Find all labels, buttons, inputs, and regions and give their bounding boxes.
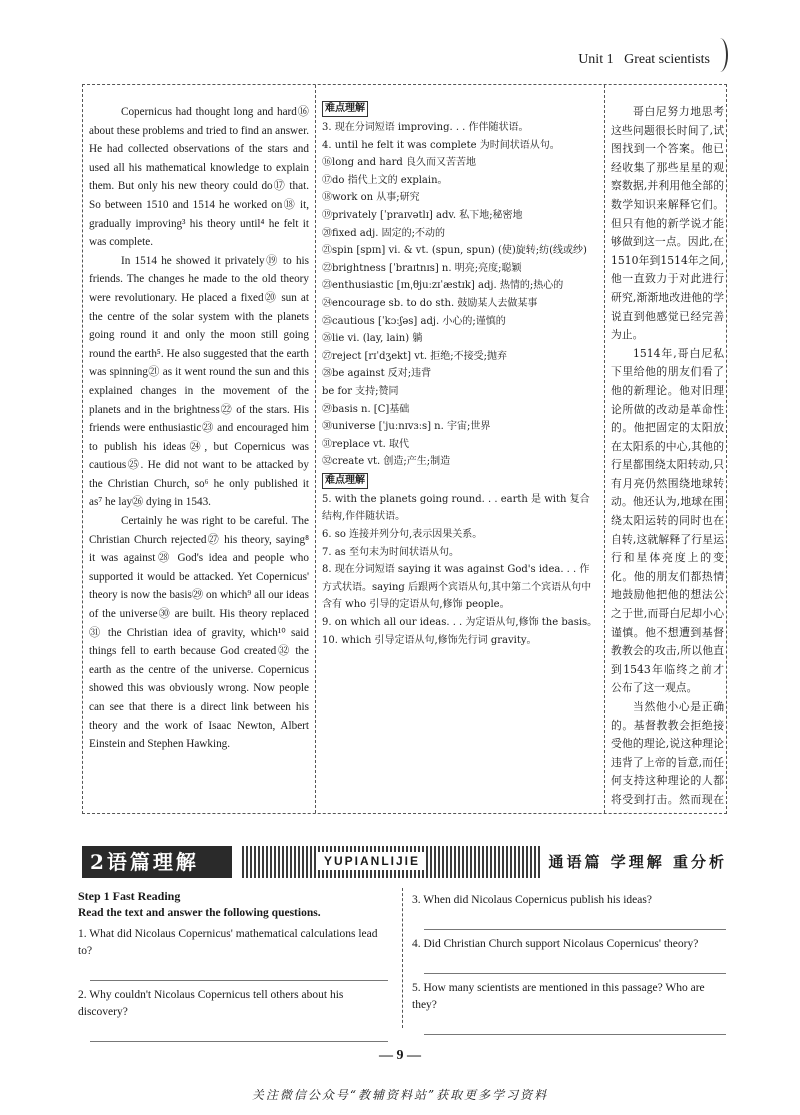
reading-passage-box [82,84,727,814]
answer-line-2[interactable] [90,1027,388,1042]
question-5: 5. How many scientists are mentioned in this passage? Who are they? [412,982,705,1011]
answer-line-3[interactable] [424,915,726,930]
header-bracket-decoration [712,38,728,72]
english-paragraph: In 1514 he showed it privately⑲ to his friends. The changes he made to the old theory were revolutionary. He placed a fixed⑳ sun at the centre of the solar system with the planets going round it and only the moon still going round the earth⁵. He also suggested that the earth was spinning㉑ as it went round the sun and this explained changes in the movement of the planets and in the brightness㉒ of the stars. His friends were enthusiastic㉓ and encouraged him to publish his ideas㉔, but Copernicus was cautious㉕. He did not want to be attacked by the Christian Church, so⁶ he only published it as⁷ he lay㉖ dying in 1543. [89,254,309,509]
questions-right [412,888,726,1041]
section-banner [82,846,727,878]
note-item: ㉛replace vt. 取代 [322,438,409,450]
step-heading: Step 1 Fast Reading [78,889,181,903]
note-item: ㉕cautious [ˈkɔːʃəs] adj. 小心的;谨慎的 [322,315,506,327]
unit-label: Unit 1 [578,52,614,67]
chinese-paragraph: 当然他小心是正确的。基督教教会拒绝接受他的理论,说这种理论违背了上帝的旨意,而任何支持这种理论的人都将受到打击。然而现在 [611,700,724,806]
note-item: ㉙basis n. [C]基础 [322,403,410,415]
english-text-column [83,85,315,813]
note-item: ⑰do 指代上文的 explain。 [322,174,448,186]
question-2: 2. Why couldn't Nicolaus Copernicus tell others about his discovery? [78,989,344,1018]
note-item: 6. so 连接并列分句,表示因果关系。 [322,529,483,541]
note-item: ㉜create vt. 创造;产生;制造 [322,456,451,468]
note-item: ⑲privately [ˈpraɪvətlɪ] adv. 私下地;秘密地 [322,209,523,221]
note-item: be for 支持;赞同 [322,385,399,397]
section-pinyin: YUPIANLIJIE [318,852,426,870]
note-item: 3. 现在分词短语 improving. . . 作伴随状语。 [322,122,529,133]
note-item: ㉒brightness [ˈbraɪtnɪs] n. 明亮;亮度;聪颖 [322,262,522,274]
notes-heading: 难点理解 [322,473,368,489]
english-paragraph: Certainly he was right to be careful. The Christian Church rejected㉗ his theory, saying⁸ it was against㉘ God's idea and people who supported it would be attacked. Yet Copernicus' theory is now the basis㉙ on which⁹ all our ideas of the universe㉚ are built. His theory replaced㉛ the Christian idea of gravity, which¹⁰ said things fell to earth because God created㉜ the earth as the centre of the universe. Copernicus showed this was obviously wrong. Now people can see that there is a direct link between his theory and the work of Isaac Newton, Albert Einstein and Stephen Hawking. [89,515,309,751]
page-header [578,52,710,68]
answer-line-4[interactable] [424,959,726,974]
notes-column [315,85,605,813]
note-item: 7. as 至句末为时间状语从句。 [322,546,459,558]
notes-heading: 难点理解 [322,101,368,117]
chinese-translation-column [605,85,728,813]
note-item: ㉘be against 反对;违背 [322,368,432,380]
question-3: 3. When did Nicolaus Copernicus publish his ideas? [412,894,652,906]
answer-line-5[interactable] [424,1020,726,1035]
question-1: 1. What did Nicolaus Copernicus' mathematical calculations lead to? [78,928,378,957]
note-item: ㉚universe [ˈjuːnɪvɜːs] n. 宇宙;世界 [322,421,491,433]
instruction: Read the text and answer the following questions. [78,907,321,919]
note-item: ㉓enthusiastic [ɪnˌθjuːzɪˈæstɪk] adj. 热情的;热心的 [322,280,564,292]
note-item: 5. with the planets going round. . . earth 是 with 复合结构,作伴随状语。 [322,493,590,523]
english-paragraph: Copernicus had thought long and hard⑯ about these problems and tried to find an answer. He had collected observations of the stars and used all his mathematical knowledge to explain them. But only his new theory could do⑰ that. So between 1510 and 1514 he worked on⑱ it, gradually improving³ his theory until⁴ he felt it was complete. [89,106,309,249]
unit-title: Great scientists [624,52,710,67]
note-item: ㉑spin [spɪn] vi. & vt. (spun, spun) (使)旋转;纺(线或纱) [322,245,587,257]
answer-line-1[interactable] [90,966,388,981]
note-item: ⑱work on 从事;研究 [322,192,420,204]
question-4: 4. Did Christian Church support Nicolaus Copernicus' theory? [412,938,699,950]
footer-note: 关注微信公众号“教辅资料站”获取更多学习资料 [251,1088,549,1102]
note-item: 10. which 引导定语从句,修饰先行词 gravity。 [322,634,537,646]
note-item: ⑯long and hard 良久而又苦苦地 [322,157,476,169]
section-slogan: 通语篇 学理解 重分析 [541,846,727,878]
chinese-paragraph: 1514年,哥白尼私下里给他的朋友们看了他的新理论。他对旧理论所做的改动是革命性的。他把固定的太阳放在太阳系的中心,其他的行星都围绕太阳转动,只有月亮仍然围绕地球转动。他还认为,地球在围绕太阳运转的同时也在自转,这就解释了行星运行和星体亮度上的变化。他的朋友们都热情地鼓励他把他的想法公之于世,而哥白尼却小心谨慎。他不想遭到基督教教会的攻击,所以他直到1543年临终之前才公布了这一观点。 [611,346,724,695]
note-item: ㉔encourage sb. to do sth. 鼓励某人去做某事 [322,297,538,309]
note-item: ⑳fixed adj. 固定的;不动的 [322,227,445,239]
question-divider [402,888,403,1028]
note-item: 9. on which all our ideas. . . 为定语从句,修饰 the basis。 [322,617,598,629]
note-item: 8. 现在分词短语 saying it was against God's idea. . . 作方式状语。saying 后跟两个宾语从句,其中第二个宾语从句中含有 who 引导的定语从句,修饰 people。 [322,564,592,611]
note-item: ㉗reject [rɪˈdʒekt] vt. 拒绝;不接受;抛弃 [322,350,508,362]
chinese-paragraph: 哥白尼努力地思考这些问题很长时间了,试图找到一个答案。他已经收集了那些星星的观察数据,并利用他全部的数学知识来解释它们。但只有他的新学说才能够做到这一点。因此,在1510年到1514年之间,他一直致力于对此进行研究,渐渐地改进他的学说直到他感觉已经完善为止。 [611,105,724,342]
page-number: — 9 — [379,1048,421,1063]
section-title: 2语篇理解 [82,846,232,878]
note-item: ㉖lie vi. (lay, lain) 躺 [322,333,423,345]
questions-left [78,888,388,1048]
note-item: 4. until he felt it was complete 为时间状语从句。 [322,139,560,151]
